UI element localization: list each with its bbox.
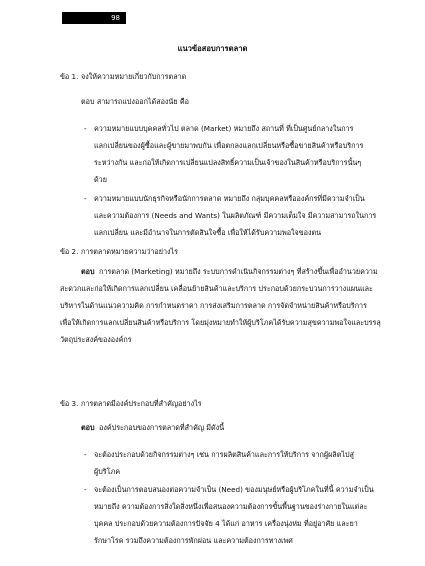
q3-bullet2-line: หมายถึง ความต้องการสิ่งใดสิ่งหนึ่งเพื่อสนองความต้องการขั้นพื้นฐานของร่างกายในแต่ละ — [94, 502, 368, 511]
q3-bullet2-line: บุคคล ประกอบด้วยความต้องการปัจจัย 4 ได้แก่ อาหาร เครื่องนุ่งห่ม ที่อยู่อาศัย และยา — [94, 519, 358, 528]
q3-bullet1-line: ผู้บริโภค — [94, 467, 121, 476]
q1-bullet2-line: ความหมายแบบนักธุรกิจหรือนักการตลาด หมายถึง กลุ่มบุคคลหรือองค์กรที่มีความจำเป็น — [94, 194, 365, 203]
q2-answer-line: วัตถุประสงค์ขององค์กร — [60, 335, 132, 344]
q3-bullet1-line: จะต้องประกอบด้วยกิจกรรมต่างๆ เช่น การผลิตสินค้าและการให้บริการ จากผู้ผลิตไปสู่ — [94, 450, 354, 459]
q3-number: ข้อ 3. — [60, 399, 79, 408]
q1-bullet2-line: แลกเปลี่ยน และมีอำนาจในการตัดสินใจซื้อ เพื่อให้ได้รับความพอใจของตน — [94, 228, 322, 237]
q2-answer-line: บริหารในด้านแนวความคิด การกำหนดราคา การส่งเสริมการตลาด การจัดจำหน่ายสินค้าหรือบริการ — [60, 301, 367, 310]
q1-bullet1-line: ระหว่างกัน และก่อให้เกิดการเปลี่ยนแปลงสิทธิ์ความเป็นเจ้าของในสินค้าหรือบริการนั้นๆ — [94, 158, 362, 167]
page-number: 98 — [111, 14, 120, 22]
q2-answer-line: เพื่อให้เกิดการแลกเปลี่ยนสินค้าหรือบริการ โดยมุ่งหมายทำให้ผู้บริโภคได้รับความสุขความพอใจและบรรลุ — [60, 318, 381, 327]
q3-bullet1-dash: - — [84, 450, 87, 459]
page-number-box — [62, 12, 126, 24]
q2-question: การตลาดหมายความว่าอย่างไร — [81, 247, 178, 256]
q2-answer-line: สะดวกและก่อให้เกิดการแลกเปลี่ยน เคลื่อนย้ายสินค้าและบริการ ประกอบด้วยกระบวนการวางแผนและ — [60, 284, 373, 293]
q3-bullet2-dash: - — [84, 485, 87, 494]
q1-bullet1-line: ด้วย — [94, 175, 107, 184]
q2-number: ข้อ 2. — [60, 247, 79, 256]
q2-answer-label: ตอบ — [81, 267, 95, 276]
q1-bullet2-line: และความต้องการ (Needs and Wants) ในผลิตภัณฑ์ มีความเต็มใจ มีความสามารถในการ — [94, 211, 377, 220]
q1-bullet1-line: แลกเปลี่ยนของผู้ซื้อและผู้ขายมาพบกัน เพื่อตกลงแลกเปลี่ยนหรือซื้อขายสินค้าหรือบริการ — [94, 141, 364, 150]
q1-bullet1-dash: - — [84, 124, 87, 133]
q1-bullet2-dash: - — [84, 194, 87, 203]
document-title: แนวข้อสอบการตลาด — [177, 44, 248, 53]
q1-answer-intro: ตอบ สามารถแบ่งออกได้สองนัย คือ — [81, 97, 189, 106]
q2-answer-line: การตลาด (Marketing) หมายถึง ระบบการดำเนินกิจกรรมต่างๆ ที่สร้างขึ้นเพื่ออำนวยความ — [99, 267, 378, 276]
q3-answer-intro: องค์ประกอบของการตลาดที่สำคัญ มีดังนี้ — [99, 423, 225, 432]
q3-answer-label: ตอบ — [81, 423, 95, 432]
q3-bullet2-line: จะต้องเป็นการตอบสนองต่อความจำเป็น (Need) ของมนุษย์หรือผู้บริโภคในที่นี้ ความจำเป็น — [94, 485, 374, 494]
q3-bullet2-line: รักษาโรค รวมถึงความต้องการพักผ่อน และความต้องการทางเพศ — [94, 536, 293, 545]
q1-number: ข้อ 1. — [60, 72, 79, 81]
q3-question: การตลาดมีองค์ประกอบที่สำคัญอย่างไร — [81, 399, 202, 408]
q1-question: จงให้ความหมายเกี่ยวกับการตลาด — [81, 72, 187, 81]
q1-bullet1-line: ความหมายแบบบุคคลทั่วไป ตลาด (Market) หมายถึง สถานที่ ที่เป็นศูนย์กลางในการ — [94, 124, 354, 133]
